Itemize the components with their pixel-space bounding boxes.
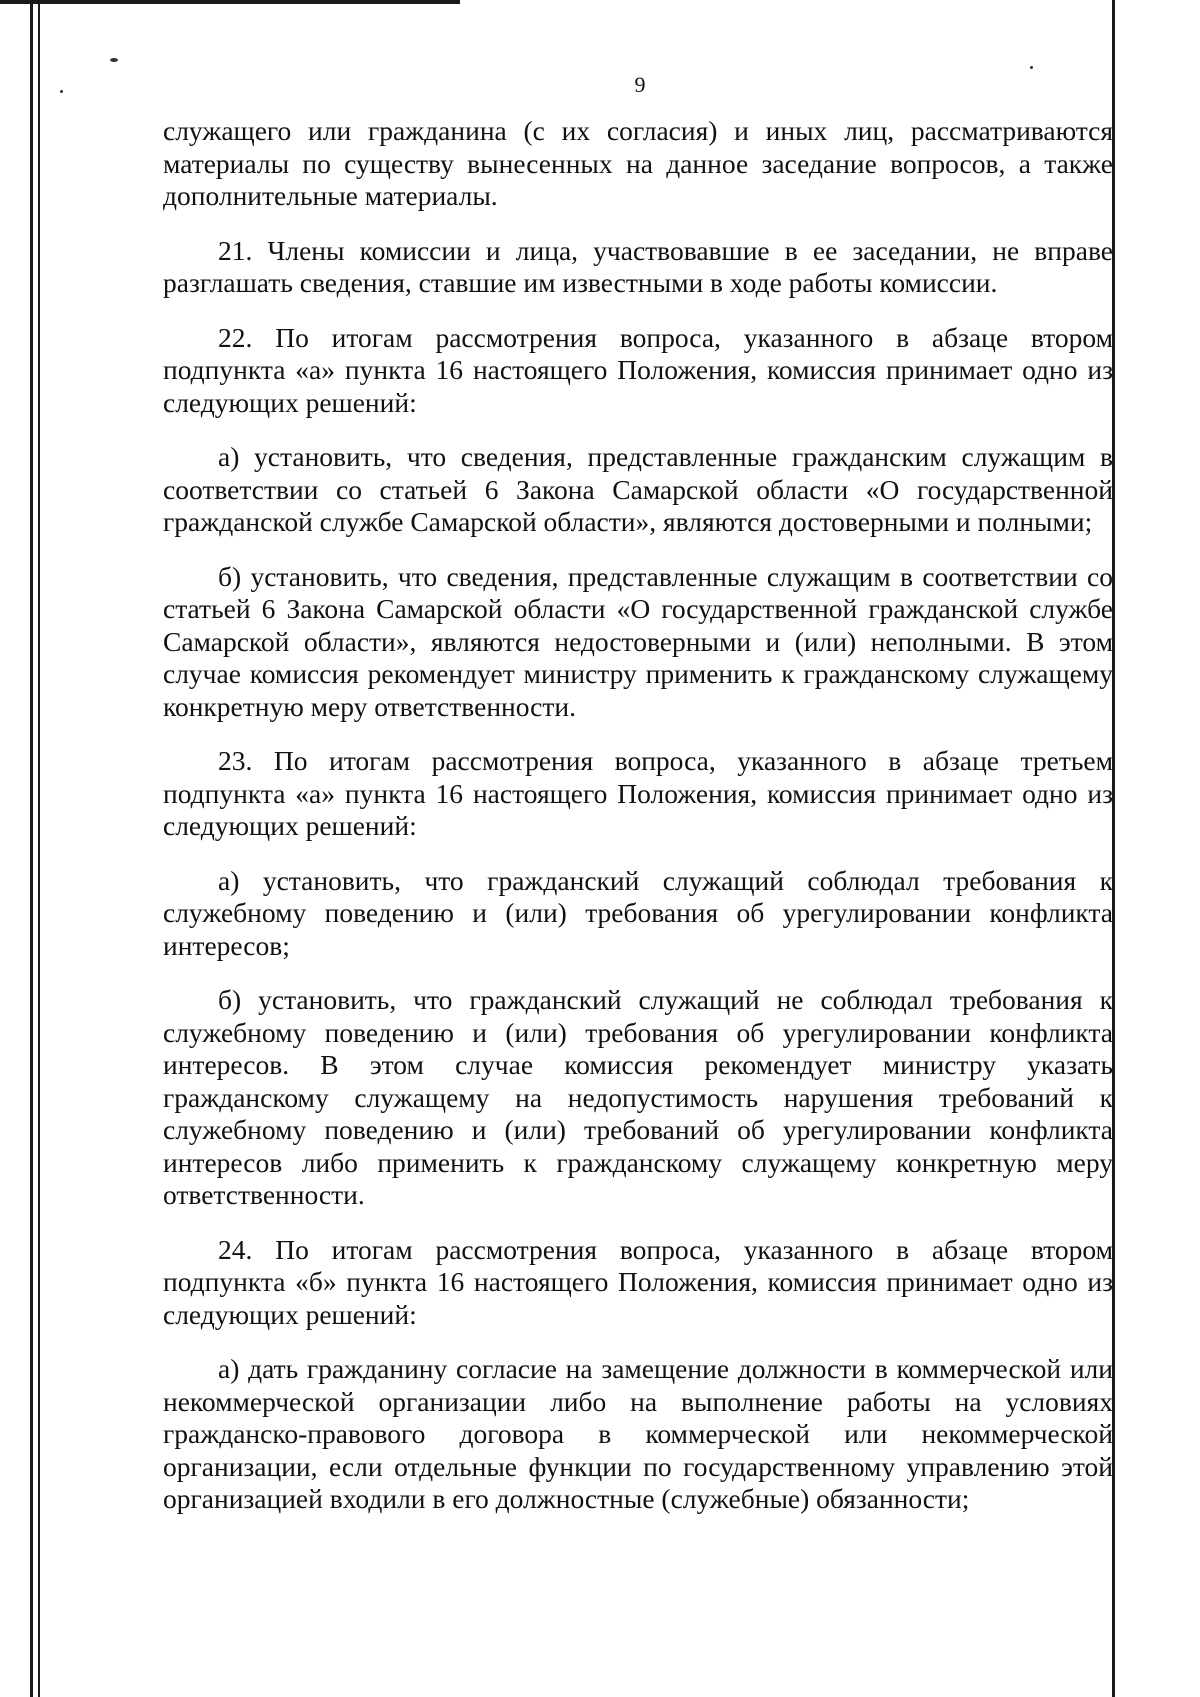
scan-edge-line: [38, 0, 40, 1697]
paragraph: а) дать гражданину согласие на замещение должности в коммерческой или некоммерческой организации либо на выполнение работы на условиях гражданско-правового договора в коммерческой или некоммерческой организации, если отдельные функции по государственному управлению этой организацией входили в его должностные (служебные) обязанности;: [163, 1353, 1113, 1514]
scan-speck: [1030, 66, 1033, 69]
paragraph: 21. Члены комиссии и лица, участвовавшие в ее заседании, не вправе разглашать сведения, ставшие им известными в ходе работы комиссии.: [163, 234, 1113, 298]
scan-edge-line: [30, 0, 33, 1697]
paragraph: б) установить, что гражданский служащий не соблюдал требования к служебному поведению и (или) требования об урегулировании конфликта интересов. В этом случае комиссия рекомендует министру указать гражданскому служащему на недопустимость нарушения требований к служебному поведению и (или) требований об урегулировании конфликта интересов либо применить к гражданскому служащему конкретную меру ответственности.: [163, 984, 1113, 1210]
page-number: 9: [634, 72, 646, 97]
scan-speck: [110, 58, 118, 62]
paragraph: служащего или гражданина (с их согласия) и иных лиц, рассматриваются материалы по существу вынесенных на данное заседание вопросов, а также дополнительные материалы.: [163, 115, 1113, 211]
scan-edge-line: [0, 0, 460, 4]
paragraph: 22. По итогам рассмотрения вопроса, указанного в абзаце втором подпункта «а» пункта 16 настоящего Положения, комиссия принимает одно из следующих решений:: [163, 321, 1113, 418]
paragraph: 24. По итогам рассмотрения вопроса, указанного в абзаце втором подпункта «б» пункта 16 настоящего Положения, комиссия принимает одно из следующих решений:: [163, 1233, 1113, 1330]
document-body: [163, 115, 1113, 1538]
paragraph: 23. По итогам рассмотрения вопроса, указанного в абзаце третьем подпункта «а» пункта 16 настоящего Положения, комиссия принимает одно из следующих решений:: [163, 745, 1113, 841]
paragraph: а) установить, что гражданский служащий соблюдал требования к служебному поведению и (или) требования об урегулировании конфликта интересов;: [163, 864, 1113, 961]
paragraph: а) установить, что сведения, представленные гражданским служащим в соответствии со статьей 6 Закона Самарской области «О государственной гражданской службе Самарской области», являются достоверными и полными;: [163, 441, 1113, 537]
paragraph: б) установить, что сведения, представленные служащим в соответствии со статьей 6 Закона Самарской области «О государственной гражданской службе Самарской области», являются недостоверными и (или) неполными. В этом случае комиссия рекомендует министру применить к гражданскому служащему конкретную меру ответственности.: [163, 560, 1113, 722]
